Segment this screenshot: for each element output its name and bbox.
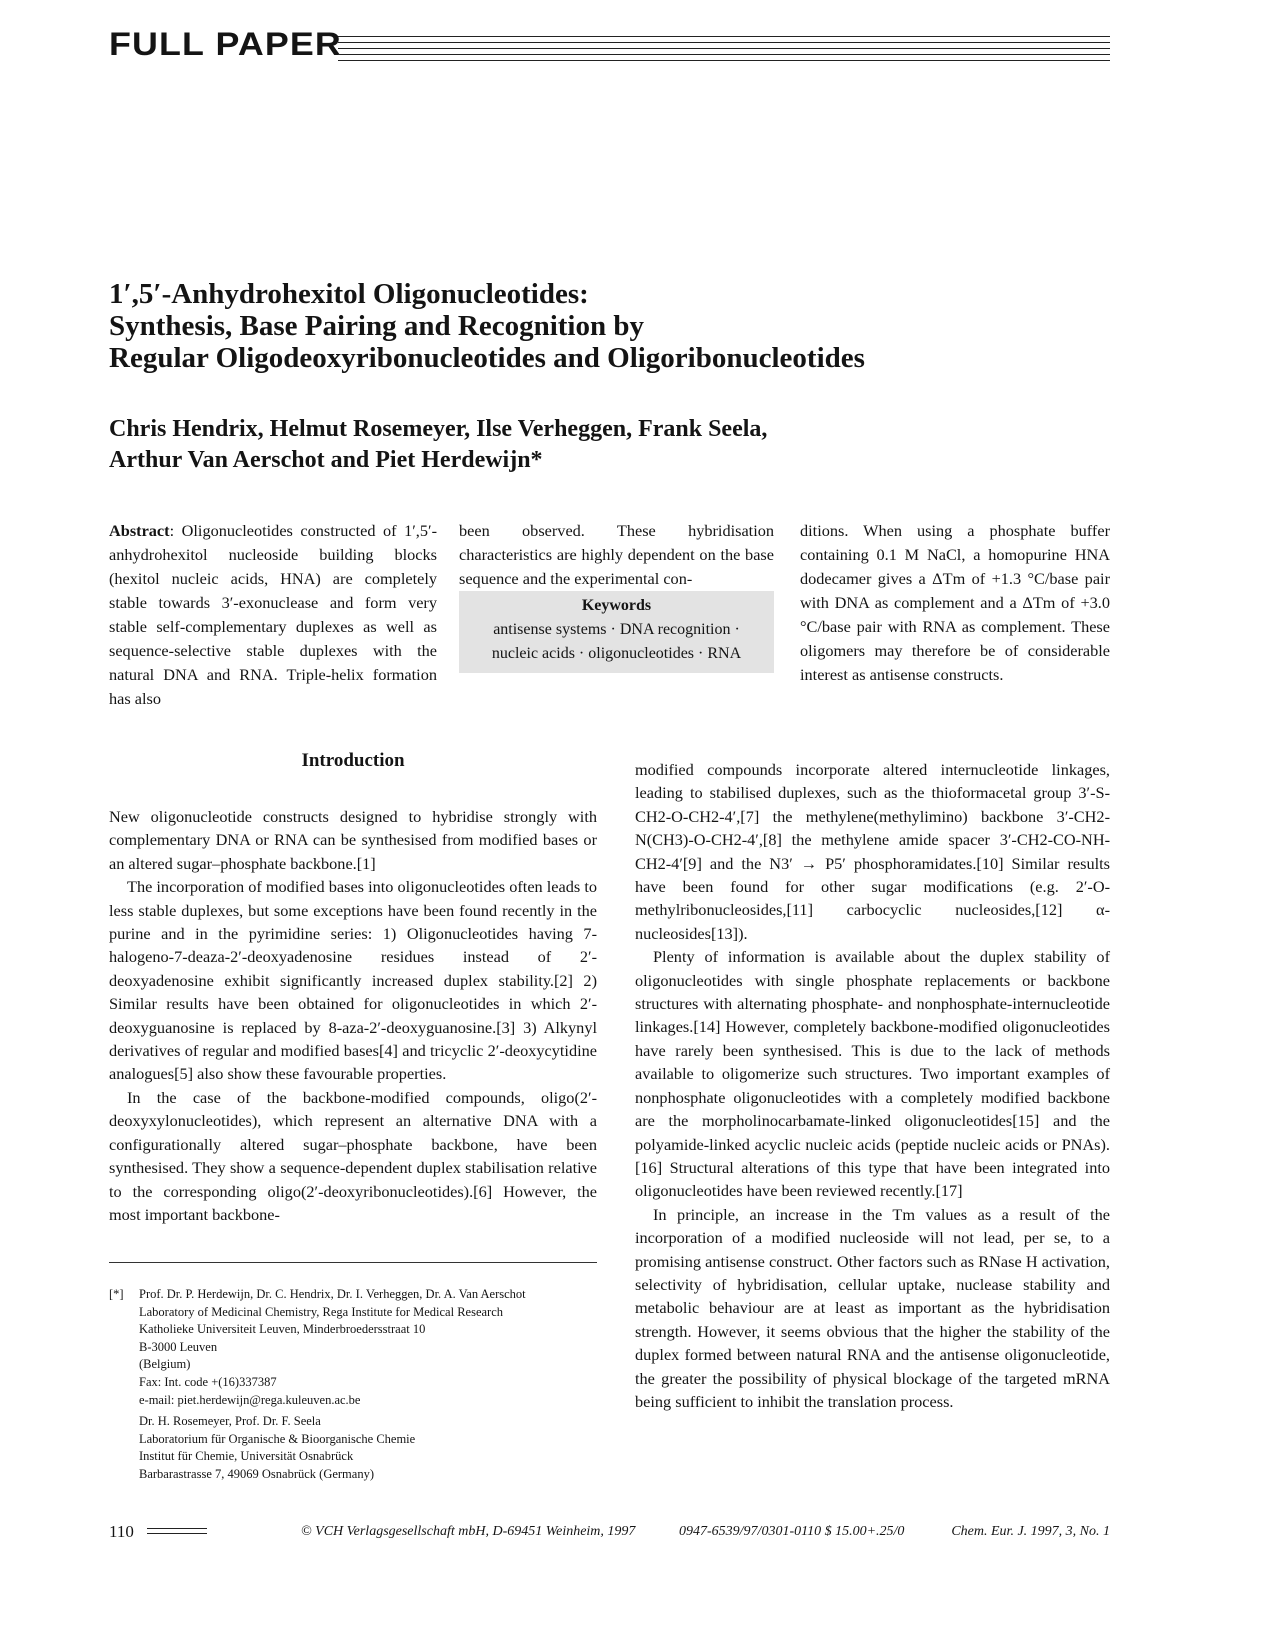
affiliation-line: Barbarastrasse 7, 49069 Osnabrück (Germany) (139, 1466, 374, 1481)
affiliation-line: Institut für Chemie, Universität Osnabrück (139, 1449, 354, 1464)
paragraph: In principle, an increase in the Tm values as a result of the incorporation of a modified nucleoside will not lead, per se, to a promising antisense construct. Other factors such as RNase H activation, selectivity of hybridisation, cellular uptake, nuclease stability and metabolic behaviour are at least as important as the hybridisation strength. However, it seems obvious that the higher the stability of the duplex formed between natural RNA and the antisense oligonucleotide, the greater the possibility of physical blockage of the targeted mRNA being sufficient to inhibit the translation process. (635, 1204, 1110, 1411)
body-column-left (109, 805, 597, 1226)
section-heading-introduction: Introduction (301, 750, 405, 771)
title-line: Synthesis, Base Pairing and Recognition by (109, 310, 644, 342)
affiliation-line: Laboratorium für Organische & Bioorganische Chemie (139, 1431, 416, 1446)
journal-citation: Chem. Eur. J. 1997, 3, No. 1 (951, 1524, 1110, 1539)
paragraph: In the case of the backbone-modified compounds, oligo(2′-deoxyxylonucleotides), which represent an alternative DNA with a configurationally altered sugar–phosphate backbone, have been synthesised. They show a sequence-dependent duplex stabilisation relative to the corresponding oligo(2′-deoxyribonucleotides).[6] However, the most important backbone- (109, 1087, 597, 1224)
affiliation-line: (Belgium) (139, 1357, 191, 1372)
title-line: 1′,5′-Anhydrohexitol Oligonucleotides: (109, 278, 589, 310)
paragraph: Plenty of information is available about the duplex stability of oligonucleotides with single phosphate replacements or backbone structures with alternating phosphate- and nonphosphate-internucleotide linkages.[14] However, completely backbone-modified oligonucleotides have rarely been synthesised. This is due to the lack of methods available to oligomerize such structures. Two important examples of nonphosphate oligonucleotides with a completely modified backbone are the morpholinocarbamate-linked oligonucleotides[15] and the polyamide-linked acyclic nucleic acids (peptide nucleic acids or PNAs).[16] Structural alterations of this type that have been integrated into oligonucleotides have been reviewed recently.[17] (635, 947, 1110, 1201)
abstract-text: : Oligonucleotides constructed of 1′,5′-anhydrohexitol nucleoside building blocks (hexitol nucleic acids, HNA) are completely stable towards 3′-exonuclease and form very stable self-complementary duplexes as well as sequence-selective stable duplexes with the natural DNA and RNA. Triple-helix formation has also (109, 521, 437, 708)
issn: 0947-6539/97/0301-0110 $ 15.00+.25/0 (679, 1524, 905, 1539)
body-column-right (635, 758, 1110, 1413)
keywords-box (459, 591, 774, 673)
abstract-column-1 (109, 519, 437, 711)
email-line: e-mail: piet.herdewijn@rega.kuleuven.ac.be (139, 1392, 361, 1407)
paragraph: The incorporation of modified bases into oligonucleotides often leads to less stable duplexes, but some exceptions have been found recently in the purine and in the pyrimidine series: 1) Oligonucleotides having 7-halogeno-7-deaza-2′-deoxyadenosine residues instead of 2′-deoxyadenosine exhibit significantly increased duplex stability.[2] 2) Similar results have been obtained for oligonucleotides in which 2′-deoxyguanosine is replaced by 8-aza-2′-deoxyguanosine.[3] 3) Alkynyl derivatives of regular and modified bases[4] and tricyclic 2′-deoxycytidine analogues[5] also show these favourable properties. (109, 877, 597, 1084)
author-list (109, 414, 1109, 476)
abstract-column-3: ditions. When using a phosphate buffer containing 0.1 M NaCl, a homopurine HNA dodecamer gives a ΔTm of +1.3 °C/base pair with DNA as complement and a ΔTm of +3.0 °C/base pair with RNA as complement. These oligomers may therefore be of considerable interest as antisense constructs. (800, 521, 1110, 684)
author-line: Chris Hendrix, Helmut Rosemeyer, Ilse Verheggen, Frank Seela, (109, 416, 768, 442)
affiliation-line: Dr. H. Rosemeyer, Prof. Dr. F. Seela (139, 1414, 321, 1429)
keywords-line: nucleic acids · oligonucleotides · RNA (491, 645, 742, 662)
paragraph: New oligonucleotide constructs designed to hybridise strongly with complementary DNA or RNA can be synthesised from modified bases or an altered sugar–phosphate backbone.[1] (109, 807, 597, 873)
author-line: Arthur Van Aerschot and Piet Herdewijn* (109, 447, 543, 473)
section-label: FULL PAPER (109, 26, 342, 62)
abstract-column-2: been observed. These hybridisation characteristics are highly dependent on the base sequence and the experimental con- (459, 521, 774, 588)
header-rules (338, 36, 1110, 62)
affiliation-line: Laboratory of Medicinal Chemistry, Rega Institute for Medical Research (139, 1304, 504, 1319)
keywords-line: antisense systems · DNA recognition · (493, 621, 740, 638)
paper-title (109, 278, 1109, 374)
footnote-divider (109, 1262, 597, 1263)
abstract-label: Abstract (109, 521, 170, 540)
affiliation-line: Prof. Dr. P. Herdewijn, Dr. C. Hendrix, Dr. I. Verheggen, Dr. A. Van Aerschot (139, 1287, 526, 1301)
author-affiliations (109, 1286, 597, 1484)
fax-line: Fax: Int. code +(16)337387 (139, 1374, 277, 1389)
footnote-mark: [*] (109, 1287, 124, 1301)
copyright: © VCH Verlagsgesellschaft mbH, D-69451 Weinheim, 1997 (301, 1524, 636, 1539)
page-number: 110 (109, 1522, 134, 1541)
footer-rules (147, 1528, 207, 1538)
affiliation-line: B-3000 Leuven (139, 1339, 218, 1354)
keywords-heading: Keywords (581, 597, 652, 614)
title-line: Regular Oligodeoxyribonucleotides and Oligoribonucleotides (109, 342, 865, 374)
affiliation-line: Katholieke Universiteit Leuven, Minderbroedersstraat 10 (139, 1322, 426, 1337)
paragraph: modified compounds incorporate altered internucleotide linkages, leading to stabilised duplexes, such as the thioformacetal group 3′-S-CH2-O-CH2-4′,[7] the methylene(methylimino) backbone 3′-CH2-N(CH3)-O-CH2-4′,[8] the methylene amide spacer 3′-CH2-CO-NH-CH2-4′[9] and the N3′ → P5′ phosphoramidates.[10] Similar results have been found for other sugar modifications (e.g. 2′-O-methylribonucleosides,[11] carbocyclic nucleosides,[12] α-nucleosides[13]). (635, 760, 1110, 943)
